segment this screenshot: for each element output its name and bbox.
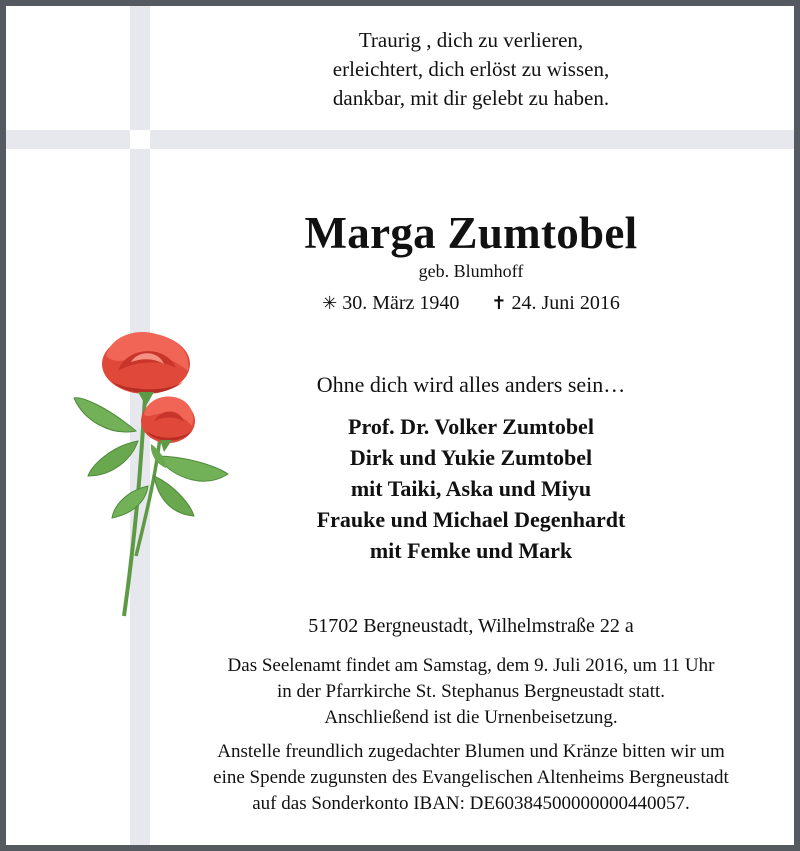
motto-line: erleichtert, dich erlöst zu wissen,: [332, 57, 610, 81]
address: 51702 Bergneustadt, Wilhelmstraße 22 a: [308, 615, 634, 637]
maiden-name: geb. Blumhoff: [418, 261, 524, 281]
motto: [156, 26, 786, 113]
birth-star-icon: ✳: [322, 293, 338, 313]
donation-line: auf das Sonderkonto IBAN: DE60384500000000440057.: [252, 793, 690, 814]
motto-line: dankbar, mit dir gelebt zu haben.: [332, 86, 610, 110]
donation-line: eine Spende zugunsten des Evangelischen Altenheims Bergneustadt: [213, 767, 729, 788]
family-list: [156, 411, 786, 566]
service-line: Das Seelenamt findet am Samstag, dem 9. Juli 2016, um 11 Uhr: [227, 655, 715, 676]
death-cross-icon: ✝: [491, 293, 507, 313]
donation-info: [156, 739, 786, 817]
motto-line: Traurig , dich zu verlieren,: [358, 28, 584, 52]
cross-center: [130, 130, 150, 149]
birth-date: 30. März 1940: [342, 292, 460, 314]
rose-illustration-icon: [66, 326, 236, 626]
family-member: mit Taiki, Aska und Miyu: [350, 476, 592, 501]
family-member: Frauke und Michael Degenhardt: [316, 507, 626, 532]
donation-line: Anstelle freundlich zugedachter Blumen und Kränze bitten wir um: [217, 741, 725, 762]
family-member: mit Femke und Mark: [369, 538, 573, 563]
life-dates: [156, 289, 786, 317]
cross-horizontal-bar: [6, 130, 794, 149]
death-date: 24. Juni 2016: [511, 292, 620, 314]
family-member: Dirk und Yukie Zumtobel: [349, 445, 593, 470]
intro-line: Ohne dich wird alles anders sein…: [316, 372, 626, 397]
service-info: [156, 653, 786, 731]
service-line: in der Pfarrkirche St. Stephanus Bergneustadt statt.: [276, 681, 665, 702]
family-member: Prof. Dr. Volker Zumtobel: [348, 414, 594, 439]
service-line: Anschließend ist die Urnenbeisetzung.: [324, 707, 618, 728]
deceased-name: Marga Zumtobel: [304, 208, 638, 258]
